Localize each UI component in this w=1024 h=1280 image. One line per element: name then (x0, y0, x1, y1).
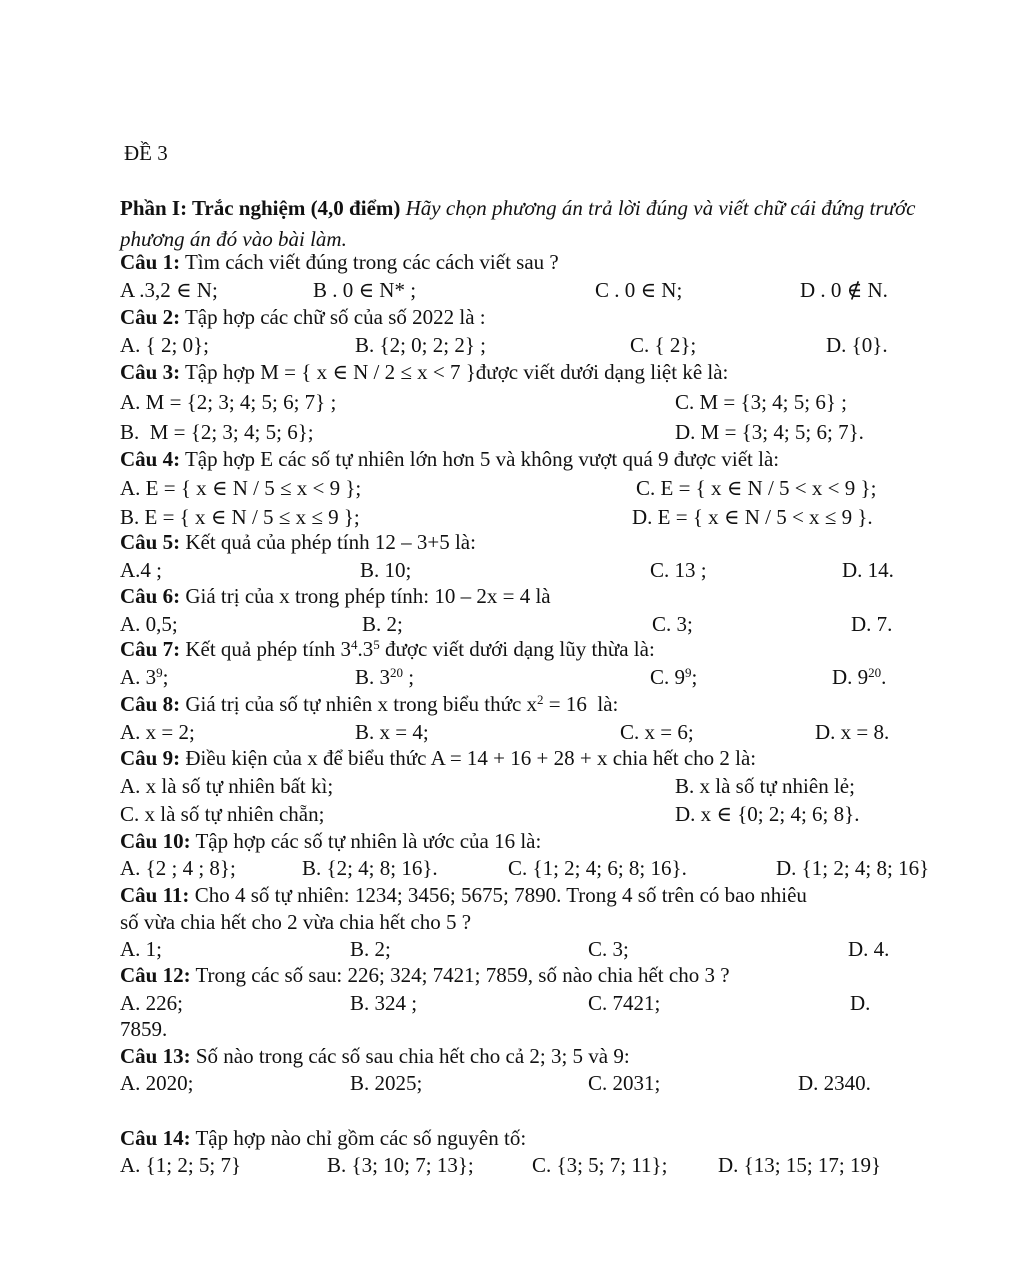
question-14 (120, 1126, 526, 1151)
question-9 (120, 746, 756, 771)
question-text: = 16 là: (543, 692, 619, 716)
part1-instruction: Hãy chọn phương án trả lời đúng và viết chữ cái đứng trước phương án đó vào bài làm. (120, 196, 916, 251)
option-b: B . 0 ∈ N* ; (313, 278, 417, 302)
option-b: B. {3; 10; 7; 13}; (327, 1153, 474, 1177)
option-b: B. {2; 4; 8; 16}. (302, 856, 438, 880)
question-text: Giá trị của x trong phép tính: 10 – 2x = 4 là (185, 584, 551, 608)
exponent: 4 (350, 637, 358, 652)
option-d: D. 4. (848, 937, 890, 961)
question-text: Tập hợp E các số tự nhiên lớn hơn 5 và không vượt quá 9 được viết là: (180, 447, 780, 471)
option-a: A. E = { x ∈ N / 5 ≤ x < 9 }; (120, 476, 362, 500)
option-a: A. {1; 2; 5; 7} (120, 1153, 242, 1177)
option-c: C. { 2}; (630, 333, 697, 357)
option-d: D. $9^{20}$. (832, 665, 887, 689)
option-a: A. 0,5; (120, 612, 178, 636)
question-label: Câu 12: (120, 963, 191, 987)
question-5 (120, 530, 476, 555)
option-d: D. x ∈ {0; 2; 4; 6; 8}. (675, 802, 860, 826)
option-b: B. x là số tự nhiên lẻ; (675, 774, 855, 798)
option-a: A. { 2; 0}; (120, 333, 209, 357)
option-d: D. {1; 2; 4; 8; 16} (776, 856, 930, 880)
option-b: B. 2025; (350, 1071, 423, 1095)
option-b: B. E = { x ∈ N / 5 ≤ x ≤ 9 }; (120, 505, 360, 529)
question-label: Câu 7: (120, 637, 181, 661)
option-a: A .3,2 ∈ N; (120, 278, 218, 302)
option-d: D. M = {3; 4; 5; 6; 7}. (675, 420, 864, 444)
question-11 (120, 883, 807, 908)
option-b: B. x = 4; (355, 720, 429, 744)
option-b: B. {2; 0; 2; 2} ; (355, 333, 487, 357)
option-a: A. x = 2; (120, 720, 195, 744)
question-label: Câu 4: (120, 447, 181, 471)
question-text: Cho 4 số tự nhiên: 1234; 3456; 5675; 7890. Trong 4 số trên có bao nhiêu (194, 883, 807, 907)
question-text: Giá trị của số tự nhiên x trong biểu thức x (185, 692, 538, 716)
question-1 (120, 250, 559, 275)
question-11-continuation: số vừa chia hết cho 2 vừa chia hết cho 5 ? (120, 910, 472, 934)
option-d: D . 0 ∉ N. (800, 278, 888, 302)
option-c: C. {1; 2; 4; 6; 8; 16}. (508, 856, 687, 880)
option-b: B. 2; (350, 937, 391, 961)
question-label: Câu 11: (120, 883, 190, 907)
question-label: Câu 8: (120, 692, 181, 716)
question-text: được viết dưới dạng lũy thừa là: (379, 637, 655, 661)
option-d: D. E = { x ∈ N / 5 < x ≤ 9 }. (632, 505, 873, 529)
question-text: Kết quả phép tính 3 (180, 637, 351, 661)
exponent: 5 (373, 637, 380, 652)
option-a: A.4 ; (120, 558, 162, 582)
option-c: C. x là số tự nhiên chẵn; (120, 802, 325, 826)
question-label: Câu 9: (120, 746, 181, 770)
question-label: Câu 3: (120, 360, 181, 384)
option-a: A. x là số tự nhiên bất kì; (120, 774, 334, 798)
question-text: Tập hợp các số tự nhiên là ước của 16 là: (195, 829, 542, 853)
option-d: D. {0}. (826, 333, 888, 357)
option-c: C. x = 6; (620, 720, 694, 744)
option-c: C. 3; (652, 612, 693, 636)
question-label: Câu 1: (120, 250, 181, 274)
option-d: D. 7. (851, 612, 893, 636)
option-c: C. M = {3; 4; 5; 6} ; (675, 390, 848, 414)
option-a: A. {2 ; 4 ; 8}; (120, 856, 236, 880)
option-b: B. 324 ; (350, 991, 418, 1015)
question-text: Tập hợp M = { x ∈ N / 2 ≤ x < 7 }được viết dưới dạng liệt kê là: (184, 360, 729, 384)
option-d: D. (850, 991, 871, 1015)
option-d: D. 14. (842, 558, 894, 582)
question-7 (120, 637, 655, 662)
question-text: Tìm cách viết đúng trong các cách viết sau ? (184, 250, 559, 274)
part1-heading (120, 193, 920, 255)
option-a: A. 2020; (120, 1071, 194, 1095)
question-text: Tập hợp các chữ số của số 2022 là : (184, 305, 486, 329)
option-c: C. 3; (588, 937, 629, 961)
question-label: Câu 14: (120, 1126, 191, 1150)
question-text: Điều kiện của x để biểu thức A = 14 + 16 + 28 + x chia hết cho 2 là: (185, 746, 757, 770)
option-c: C . 0 ∈ N; (595, 278, 683, 302)
question-label: Câu 13: (120, 1044, 191, 1068)
option-c: C. E = { x ∈ N / 5 < x < 9 }; (636, 476, 877, 500)
option-c: C. 2031; (588, 1071, 661, 1095)
question-text: Kết quả của phép tính 12 – 3+5 là: (185, 530, 476, 554)
question-3 (120, 360, 728, 385)
part1-heading-text: Phần I: Trắc nghiệm (4,0 điểm) (120, 196, 401, 220)
option-c: C. 7421; (588, 991, 661, 1015)
question-label: Câu 10: (120, 829, 191, 853)
question-12 (120, 963, 730, 988)
option-a: A. 1; (120, 937, 162, 961)
option-b: B. M = {2; 3; 4; 5; 6}; (120, 420, 314, 444)
question-6 (120, 584, 551, 609)
question-text: Tập hợp nào chỉ gồm các số nguyên tố: (195, 1126, 527, 1150)
option-a: A. 226; (120, 991, 183, 1015)
exam-title: ĐỀ 3 (124, 141, 168, 165)
question-13 (120, 1044, 630, 1069)
option-d: D. {13; 15; 17; 19} (718, 1153, 882, 1177)
question-text: .3 (357, 637, 374, 661)
option-b: B. 2; (362, 612, 403, 636)
option-d-value: 7859. (120, 1017, 168, 1041)
option-a: A. $3^9$; (120, 665, 169, 689)
question-text: Số nào trong các số sau chia hết cho cả 2; 3; 5 và 9: (195, 1044, 630, 1068)
question-label: Câu 6: (120, 584, 181, 608)
question-2 (120, 305, 486, 330)
question-10 (120, 829, 541, 854)
question-text: Trong các số sau: 226; 324; 7421; 7859, số nào chia hết cho 3 ? (195, 963, 730, 987)
exponent: 2 (537, 692, 544, 707)
option-c: C. {3; 5; 7; 11}; (532, 1153, 668, 1177)
question-label: Câu 5: (120, 530, 181, 554)
question-label: Câu 2: (120, 305, 181, 329)
option-c: C. 13 ; (650, 558, 707, 582)
question-8 (120, 692, 618, 717)
option-c: C. $9^9$; (650, 665, 698, 689)
option-b: B. 10; (360, 558, 412, 582)
option-b: B. $3^{20}$ ; (355, 665, 415, 689)
question-4 (120, 447, 779, 472)
option-d: D. 2340. (798, 1071, 871, 1095)
option-d: D. x = 8. (815, 720, 890, 744)
option-a: A. M = {2; 3; 4; 5; 6; 7} ; (120, 390, 337, 414)
